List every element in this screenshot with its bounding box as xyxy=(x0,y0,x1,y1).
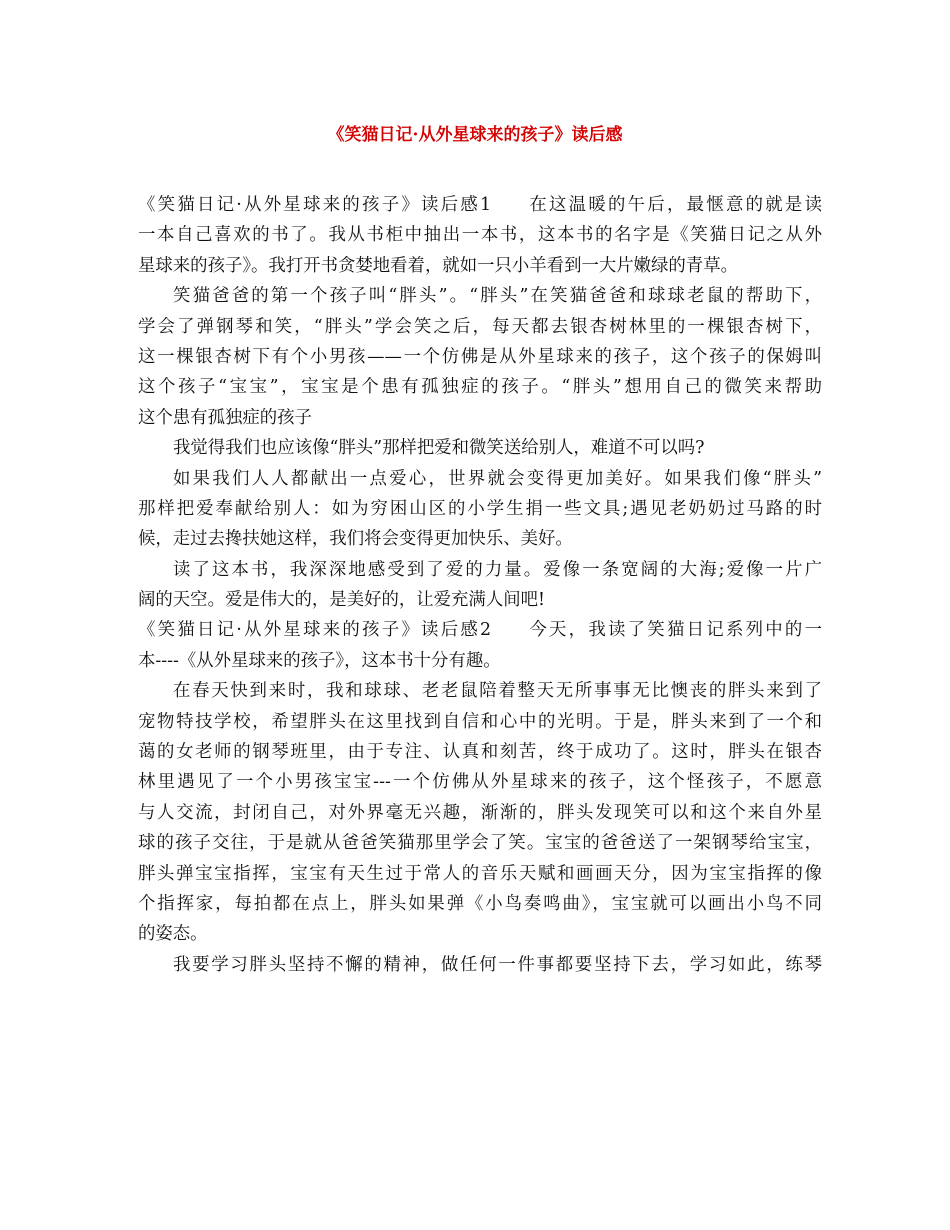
text-line: 如果我们人人都献出一点爱心，世界就会变得更加美好。如果我们像“胖头” xyxy=(173,468,822,489)
text-line: 的姿态。 xyxy=(138,924,208,945)
text-line: 这一棵银杏树下有个小男孩——一个仿佛是从外星球来的孩子，这个孩子的保姆叫 xyxy=(138,346,822,367)
text-line: 胖头弹宝宝指挥，宝宝有天生过于常人的音乐天赋和画画天分，因为宝宝指挥的像 xyxy=(138,863,822,884)
text-line: 这个患有孤独症的孩子 xyxy=(138,407,312,428)
text-line: 个指挥家，每拍都在点上，胖头如果弹《小鸟奏鸣曲》，宝宝就可以画出小鸟不同 xyxy=(138,893,822,914)
text-line: 学会了弹钢琴和笑，“胖头”学会笑之后，每天都去银杏树林里的一棵银杏树下， xyxy=(138,316,822,337)
text-line: 阔的天空。爱是伟大的，是美好的，让爱充满人间吧! xyxy=(138,590,545,611)
text-line: 我觉得我们也应该像“胖头”那样把爱和微笑送给别人，难道不可以吗? xyxy=(173,438,705,459)
text-line: 那样把爱奉献给别人：如为穷困山区的小学生捐一些文具;遇见老奶奶过马路的时 xyxy=(138,498,822,519)
text-line: 《笑猫日记·从外星球来的孩子》读后感2 今天，我读了笑猫日记系列中的一 xyxy=(138,620,822,641)
text-line: 《笑猫日记·从外星球来的孩子》读后感1 在这温暖的午后，最惬意的就是读 xyxy=(138,195,822,215)
text-line: 与人交流，封闭自己，对外界毫无兴趣，渐渐的，胖头发现笑可以和这个来自外星 xyxy=(138,802,822,823)
text-line: 我要学习胖头坚持不懈的精神，做任何一件事都要坚持下去，学习如此，练琴 xyxy=(173,954,822,975)
text-line: 笑猫爸爸的第一个孩子叫“胖头”。“胖头”在笑猫爸爸和球球老鼠的帮助下， xyxy=(173,286,822,307)
text-line: 候，走过去搀扶她这样，我们将会变得更加快乐、美好。 xyxy=(138,529,573,550)
section-heading: 《笑猫日记·从外星球来的孩子》读后感1 xyxy=(138,195,492,215)
document-body xyxy=(138,190,822,980)
text-line: 这个孩子“宝宝”，宝宝是个患有孤独症的孩子。“胖头”想用自己的微笑来帮助 xyxy=(138,377,822,398)
text-line: 球的孩子交往，于是就从爸爸笑猫那里学会了笑。宝宝的爸爸送了一架钢琴给宝宝， xyxy=(138,833,822,854)
text-line: 在春天快到来时，我和球球、老老鼠陪着整天无所事事无比懊丧的胖头来到了 xyxy=(173,681,822,702)
text-line: 一本自己喜欢的书了。我从书柜中抽出一本书，这本书的名字是《笑猫日记之从外 xyxy=(138,225,822,246)
text-line: 林里遇见了一个小男孩宝宝---一个仿佛从外星球来的孩子，这个怪孩子，不愿意 xyxy=(138,772,822,793)
section-heading: 《笑猫日记·从外星球来的孩子》读后感2 xyxy=(138,620,492,641)
document-title: 《笑猫日记·从外星球来的孩子》读后感 xyxy=(327,125,623,145)
text-line: 宠物特技学校，希望胖头在这里找到自信和心中的光明。于是，胖头来到了一个和 xyxy=(138,711,822,732)
text-line: 蔼的女老师的钢琴班里，由于专注、认真和刻苦，终于成功了。这时，胖头在银杏 xyxy=(138,742,822,763)
text-line: 星球来的孩子》。我打开书贪婪地看着，就如一只小羊看到一大片嫩绿的青草。 xyxy=(138,255,738,276)
text-line: 读了这本书，我深深地感受到了爱的力量。爱像一条宽阔的大海;爱像一片广 xyxy=(173,559,822,580)
text-line: 本----《从外星球来的孩子》，这本书十分有趣。 xyxy=(138,650,501,671)
